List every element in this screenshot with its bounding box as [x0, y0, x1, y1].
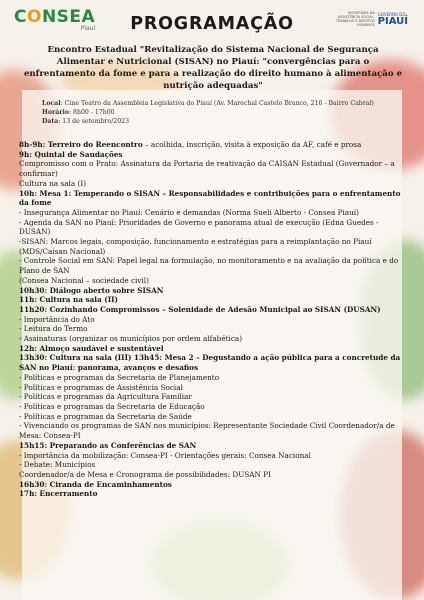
program-item: Cultura na sala (I) [19, 178, 87, 188]
program-item: - Importância do Ato [19, 314, 95, 324]
program-item: - Assinaturas (organizar os municípios por ordem alfabética) [19, 334, 243, 344]
program-item: - Debate: Municípios [19, 460, 96, 470]
event-time: Horário: 8h00 - 17h00 [42, 109, 115, 116]
event-location: Local: Cine Teatro da Assembleia Legislativa do Piauí (Av. Marechal Castelo Branco, 216 - Bairro Cabral) [42, 100, 374, 107]
program-item: 13h30: Cultura na sala (III) 13h45: Mesa 2 – Degustando a ação pública para a concretude da SAN no Piauí: panorama, avanços e desafios [19, 353, 401, 373]
page-title: PROGRAMAÇÃO [130, 14, 294, 34]
program-item: 10h: Mesa 1: Temperando o SISAN – Responsabilidades e contribuições para o enfrentamento da fome [19, 188, 401, 208]
event-title: Encontro Estadual "Revitalização do Sistema Nacional de Segurança Alimentar e Nutricional (SISAN) no Piauí: "convergências para o enfrentamento da fome e para a realização do direito humano à alimentação e nutrição adequadas" [23, 45, 403, 91]
piaui-government-logo: SECRETARIA DA ASSISTÊNCIA SOCIAL, TRABALHO E DIREITOS HUMANOS GOVERNO DO PIAUÍ [336, 11, 408, 27]
program-item: 11h20: Cozinhando Compromissos – Solenidade de Adesão Municipal ao SISAN (DUSAN) [19, 304, 381, 314]
program-item: 15h15: Preparando as Conferências de SAN [19, 440, 197, 450]
program-list [19, 140, 410, 499]
program-item: (Consea Nacional – sociedade civil) [19, 275, 149, 285]
program-item: - Políticas e programas da Secretaria de Educação [19, 401, 205, 411]
program-item: - Políticas e programas da Secretaria de Saúde [19, 411, 192, 421]
program-item: Coordenador/a de Mesa e Cronograma de possibilidades: DUSAN PI [19, 469, 271, 479]
program-item: - Políticas e programas da Secretaria de Planejamento [19, 372, 220, 382]
header [0, 0, 424, 40]
program-item: - Vivenciando os programas de SAN nos municípios: Representante Sociedade Civil Coordenador/a de Mesa: Consea-PI [19, 421, 395, 441]
program-item: - Leitura do Termo [19, 324, 88, 334]
program-item: -SISAN: Marcos legais, composição, funcionamento e estratégias para a reimplantação no Piauí (MDS/Caisan Nacional) [19, 237, 372, 256]
event-details [42, 99, 374, 126]
program-item: 17h: Encerramento [19, 489, 98, 499]
program-item: - Agenda da SAN no Piauí: Prioridades de Governo e panorama atual de execução (Edna Guedes - DUSAN) [19, 217, 379, 237]
program-item: Compromisso com o Prato: Assinatura da Portaria de reativação da CAISAN Estadual (Governador – a confirmar) [19, 159, 395, 179]
program-item: - Insegurança Alimentar no Piauí: Cenário e demandas (Norma Sueli Alberto - Consea Piauí) [19, 207, 359, 217]
program-item: 16h30: Ciranda de Encaminhamentos [19, 479, 172, 489]
program-item: - Controle Social em SAN: Papel legal na formulação, no monitoramento e na avaliação da política e do Plano de SAN [19, 256, 399, 276]
consea-logo: CONSEA Piauí [14, 7, 96, 32]
program-item: 10h30: Diálogo aberto sobre SISAN [19, 285, 164, 295]
program-item: 11h: Cultura na sala (II) [19, 295, 118, 305]
program-item: 9h: Quintal de Saudações [19, 149, 123, 159]
program-item: - Políticas e programas da Agricultura Familiar [19, 392, 192, 402]
program-item: 8h-9h: Terreiro do Reencontro – acolhida, inscrição, visita à exposição da AF, café e prosa [19, 140, 362, 149]
program-item: - Políticas e programas de Assistência Social [19, 382, 183, 392]
event-date: Data: 13 de setembro/2023 [42, 118, 130, 125]
program-item: - Importância da mobilização: Consea-PI - Orientações gerais: Consea Nacional [19, 450, 311, 460]
program-item: 12h: Almoço saudável e sustentável [19, 343, 164, 353]
